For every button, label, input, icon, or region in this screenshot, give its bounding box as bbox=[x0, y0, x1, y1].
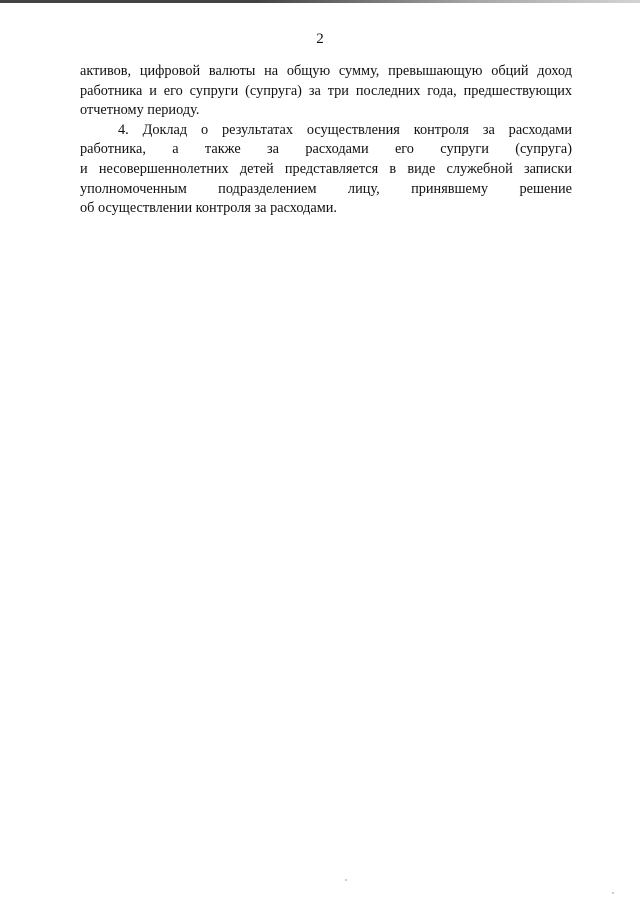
scan-top-edge bbox=[0, 0, 640, 3]
scan-speck bbox=[612, 892, 614, 894]
text-line: активов, цифровой валюты на общую сумму, превышающую обций доход bbox=[80, 63, 572, 79]
text-line: и несовершеннолетних детей представляется в виде служебной записки bbox=[80, 160, 572, 177]
text-line: работника и его супруги (супруга) за три последних года, предшествующих bbox=[80, 82, 572, 99]
text-line: об осуществлении контроля за расходами. bbox=[80, 200, 337, 217]
text-line: 4. Доклад о результатах осуществления контроля за расходами bbox=[118, 121, 572, 138]
text-line: уполномоченным подразделением лицу, принявшему решение bbox=[80, 180, 572, 197]
scan-speck bbox=[345, 879, 347, 881]
document-body bbox=[80, 62, 572, 219]
text-line: работника, а также за расходами его супруги (супруга) bbox=[80, 141, 572, 158]
paragraph-continuation bbox=[80, 62, 572, 121]
paragraph-item-4 bbox=[80, 121, 572, 219]
page-number: 2 bbox=[316, 31, 324, 47]
text-line: отчетному периоду. bbox=[80, 102, 200, 119]
